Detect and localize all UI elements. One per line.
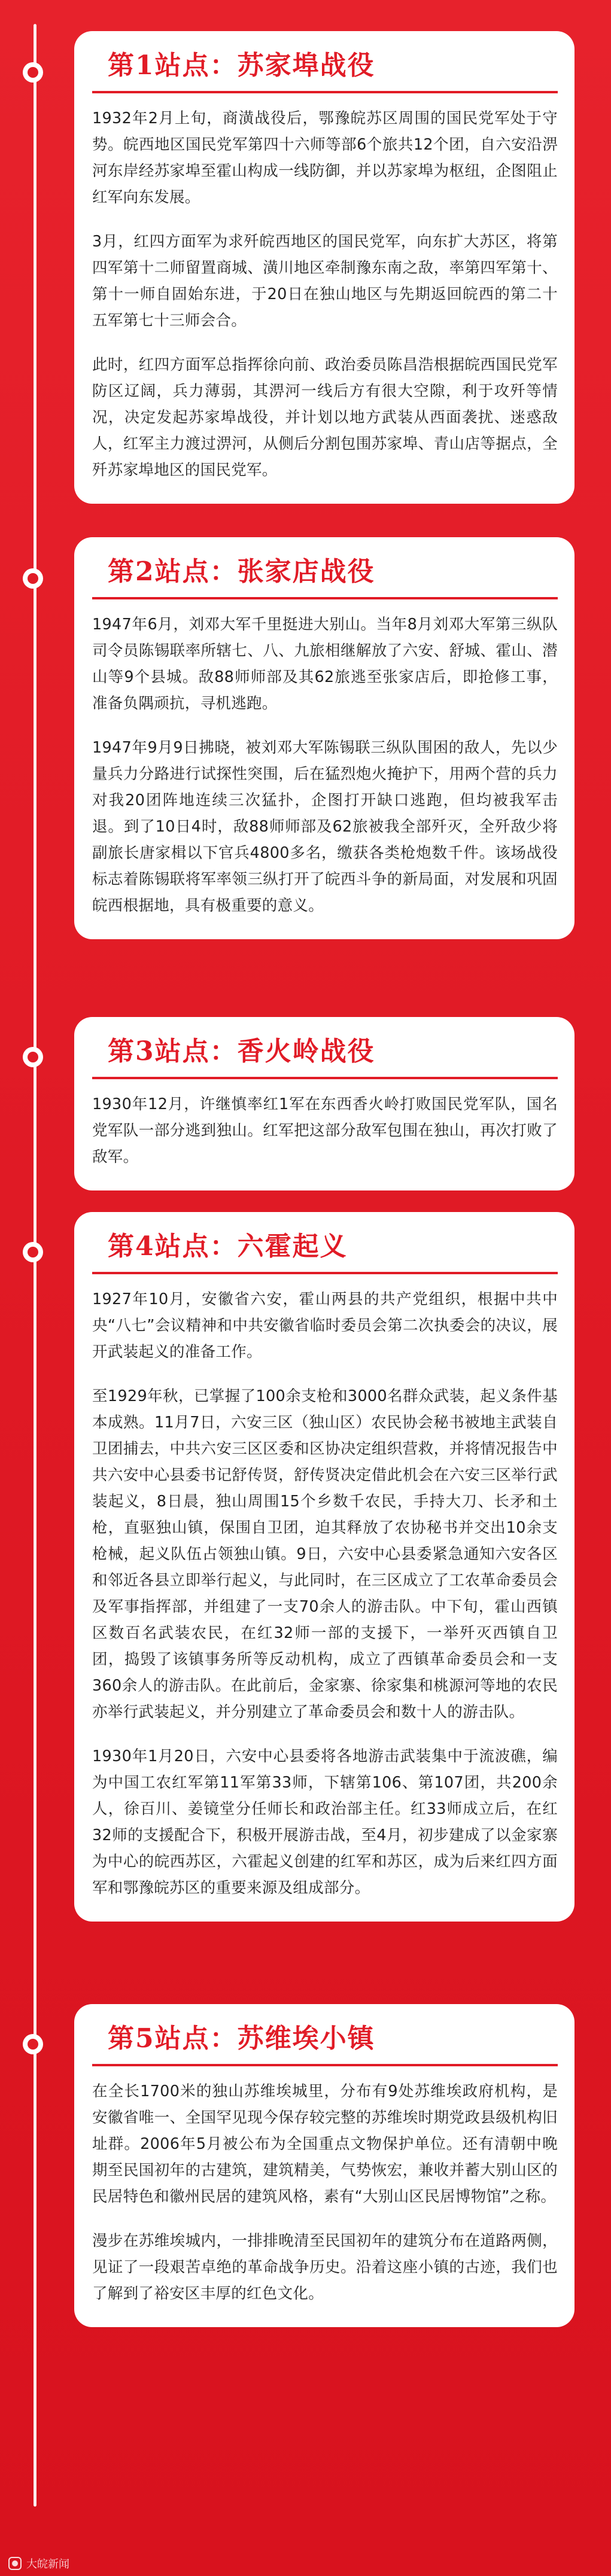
timeline-dot-4 [23,1242,43,1262]
title-underline [92,2064,558,2066]
title-underline [92,597,558,599]
title-underline [92,1077,558,1079]
station-paragraph: 1932年2月上旬，商潢战役后，鄂豫皖苏区周围的国民党军处于守势。皖西地区国民党军第四十六师等部6个旅共12个团，自六安沿淠河东岸经苏家埠至霍山构成一线防御，并以苏家埠为枢纽，企图阻止红军向东发展。 [92,109,558,206]
station-paragraph: 3月，红四方面军为求歼皖西地区的国民党军，向东扩大苏区，将第四军第十二师留置商城、潢川地区牵制豫东南之敌，率第四军第十、第十一师自固始东进，于20日在独山地区与先期返回皖西的第二十五军第七十三师会合。 [92,233,558,330]
station-paragraph: 至1929年秋，已掌握了100余支枪和3000名群众武装，起义条件基本成熟。11月7日，六安三区（独山区）农民协会秘书被地主武装自卫团捕去，中共六安三区区委和区协决定组织营救，并将情况报告中共六安中心县委书记舒传贤，舒传贤决定借此机会在六安三区举行武装起义，8日晨，独山周围15个乡数千农民，手持大刀、长矛和土枪，直驱独山镇，保围自卫团，迫其释放了农协秘书并交出10余支枪械，起义队伍占领独山镇。9日，六安中心县委紧急通知六安各区和邻近各县立即举行起义，与此同时，在三区成立了工农革命委员会及军事指挥部，并组建了一支70余人的游击队。中下旬，霍山西镇区数百名武装农民，在红32师一部的支援下，一举歼灭西镇自卫团，捣毁了该镇事务所等反动机构，成立了西镇革命委员会和一支360余人的游击队。在此前后，金家寨、徐家集和桃源河等地的农民亦举行武装起义，并分别建立了革命委员会和数十人的游击队。 [92,1387,558,1721]
footer-brand [8,2556,69,2571]
station-paragraph: 在全长1700米的独山苏维埃城里，分布有9处苏维埃政府机构，是安徽省唯一、全国罕见现今保存较完整的苏维埃时期党政县级机构旧址群。2006年5月被公布为全国重点文物保护单位。还有清朝中晚期至民国初年的古建筑，建筑精美，气势恢宏，兼收并蓄大别山区的民居特色和徽州民居的建筑风格，素有“大别山区民居博物馆”之称。 [92,2082,558,2206]
timeline-line [34,24,37,2507]
station-card-2 [74,537,574,939]
station-card-1 [74,31,574,504]
station-title: 第5站点：苏维埃小镇 [108,2023,375,2054]
footer-brand-text: 大皖新闻 [26,2558,69,2571]
station-title: 第3站点：香火岭战役 [108,1036,375,1067]
station-card-5 [74,2004,574,2327]
station-card-3 [74,1017,574,1190]
timeline-dot-3 [23,1047,43,1067]
station-paragraph: 1947年9月9日拂晓，被刘邓大军陈锡联三纵队围困的敌人，先以少量兵力分路进行试探性突围，后在猛烈炮火掩护下，用两个营的兵力对我20团阵地连续三次猛扑，企图打开缺口逃跑，但均被我军击退。到了10日4时，敌88师师部及62旅被我全部歼灭，全歼敌少将副旅长唐家楫以下官兵4800多名，缴获各类枪炮数千件。该场战役标志着陈锡联将军率领三纵打开了皖西斗争的新局面，对发展和巩固皖西根据地，具有极重要的意义。 [92,739,558,915]
station-card-4 [74,1212,574,1922]
station-paragraph: 此时，红四方面军总指挥徐向前、政治委员陈昌浩根据皖西国民党军防区辽阔，兵力薄弱，其淠河一线后方有很大空隙，利于攻歼等情况，决定发起苏家埠战役，并计划以地方武装从西面袭扰、迷惑敌人，红军主力渡过淠河，从侧后分割包围苏家埠、青山店等据点，全歼苏家埠地区的国民党军。 [92,356,558,479]
timeline-dot-2 [23,568,43,589]
title-underline [92,1272,558,1274]
station-title: 第2站点：张家店战役 [108,556,375,587]
station-paragraph: 1930年1月20日，六安中心县委将各地游击武装集中于流波礁，编为中国工农红军第11军第33师，下辖第106、第107团，共200余人，徐百川、姜镜堂分任师长和政治部主任。红33师成立后，在红32师的支援配合下，积极开展游击战，至4月，初步建成了以金家寨为中心的皖西苏区，六霍起义创建的红军和苏区，成为后来红四方面军和鄂豫皖苏区的重要来源及组成部分。 [92,1747,558,1897]
brand-logo-icon [8,2557,22,2570]
station-paragraph: 1930年12月，许继慎率红1军在东西香火岭打败国民党军队，国名党军队一部分逃到独山。红军把这部分敌军包围在独山，再次打败了敌军。 [92,1095,558,1166]
timeline-dot-1 [23,62,43,83]
station-title: 第1站点：苏家埠战役 [108,50,375,81]
station-title: 第4站点：六霍起义 [108,1231,348,1262]
title-underline [92,91,558,93]
station-paragraph: 1927年10月，安徽省六安，霍山两县的共产党组织，根据中共中央“八七”会议精神和中共安徽省临时委员会第二次执委会的决议，展开武装起义的准备工作。 [92,1290,558,1361]
timeline-dot-5 [23,2034,43,2054]
station-paragraph: 1947年6月，刘邓大军千里挺进大别山。当年8月刘邓大军第三纵队司令员陈锡联率所辖七、八、九旅相继解放了六安、舒城、霍山、潜山等9个县城。敌88师师部及其62旅逃至张家店后，即抢修工事，准备负隅顽抗，寻机逃跑。 [92,616,558,712]
station-paragraph: 漫步在苏维埃城内，一排排晚清至民国初年的建筑分布在道路两侧，见证了一段艰苦卓绝的革命战争历史。沿着这座小镇的古迹，我们也了解到了裕安区丰厚的红色文化。 [92,2232,558,2303]
